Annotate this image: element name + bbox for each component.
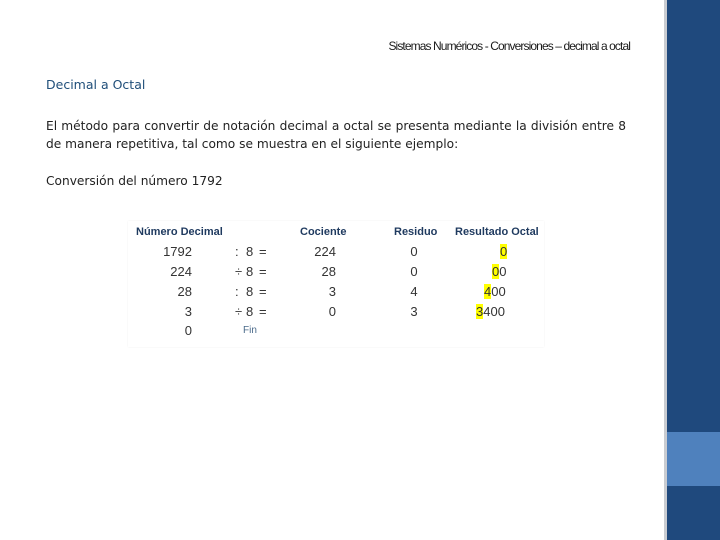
equals-cell: = xyxy=(259,284,267,299)
resultado-highlight: 4 xyxy=(484,284,492,299)
residuo-cell: 3 xyxy=(410,304,418,319)
resultado-rest: 400 xyxy=(483,304,505,319)
operator-cell: ÷ xyxy=(235,264,243,279)
fin-label: Fin xyxy=(243,325,257,336)
divisor-cell: 8 xyxy=(246,264,254,279)
equals-cell: = xyxy=(259,304,267,319)
cociente-cell: 0 xyxy=(328,304,336,319)
decimal-cell: 224 xyxy=(170,264,192,279)
resultado-highlight: 3 xyxy=(476,304,484,319)
resultado-cell xyxy=(492,264,506,279)
residuo-cell: 4 xyxy=(410,284,418,299)
header-decimal: Número Decimal xyxy=(136,226,223,238)
cociente-cell: 28 xyxy=(321,264,336,279)
decimal-cell: 1792 xyxy=(163,244,192,259)
cociente-cell: 224 xyxy=(314,244,336,259)
resultado-cell xyxy=(500,244,507,259)
sidebar-band-accent xyxy=(667,432,720,486)
decimal-cell: 3 xyxy=(184,304,192,319)
resultado-rest: 0 xyxy=(499,264,507,279)
operator-cell: ÷ xyxy=(235,304,243,319)
resultado-rest: 00 xyxy=(491,284,506,299)
divisor-cell: 8 xyxy=(246,244,254,259)
slide-header-title: Sistemas Numéricos - Conversiones – decimal a octal xyxy=(388,39,630,53)
header-resultado: Resultado Octal xyxy=(455,226,539,238)
resultado-cell xyxy=(476,304,505,319)
resultado-highlight: 0 xyxy=(500,244,508,259)
sidebar-band-top xyxy=(667,0,720,432)
cociente-cell: 3 xyxy=(328,284,336,299)
operator-cell: : xyxy=(235,244,239,259)
sidebar-band-bottom xyxy=(667,486,720,540)
divisor-cell: 8 xyxy=(246,284,254,299)
operator-cell: : xyxy=(235,284,239,299)
conversion-table xyxy=(128,221,544,347)
resultado-cell xyxy=(484,284,506,299)
residuo-cell: 0 xyxy=(410,244,418,259)
header-cociente: Cociente xyxy=(300,226,347,238)
resultado-highlight: 0 xyxy=(492,264,500,279)
intro-paragraph: El método para convertir de notación decimal a octal se presenta mediante la división entre 8 de manera repetitiva, tal como se muestra en el siguiente ejemplo: xyxy=(46,119,626,151)
header-residuo: Residuo xyxy=(394,226,438,238)
example-title: Conversión del número 1792 xyxy=(46,174,223,188)
decimal-cell: 0 xyxy=(184,323,192,338)
section-title: Decimal a Octal xyxy=(46,77,146,92)
decimal-cell: 28 xyxy=(177,284,192,299)
equals-cell: = xyxy=(259,264,267,279)
residuo-cell: 0 xyxy=(410,264,418,279)
divisor-cell: 8 xyxy=(246,304,254,319)
equals-cell: = xyxy=(259,244,267,259)
